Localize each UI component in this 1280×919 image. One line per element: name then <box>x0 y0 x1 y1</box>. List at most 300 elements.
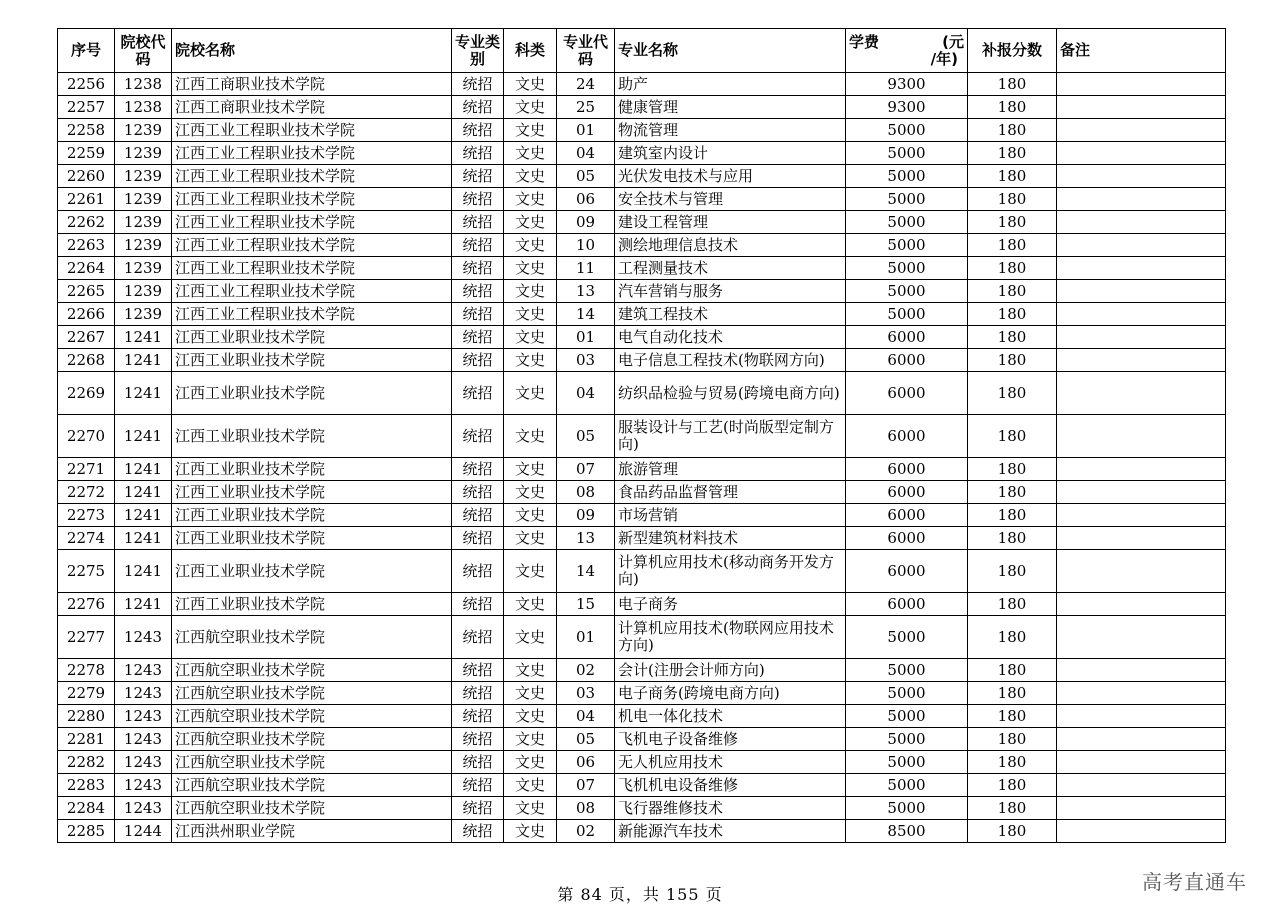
cell-major-code: 05 <box>557 165 615 188</box>
cell-score: 180 <box>968 234 1057 257</box>
cell-remark <box>1057 372 1226 415</box>
cell-major-type: 统招 <box>452 593 504 616</box>
cell-major-type: 统招 <box>452 728 504 751</box>
cell-major-name: 机电一体化技术 <box>615 705 846 728</box>
cell-fee: 5000 <box>846 165 968 188</box>
cell-major-code: 06 <box>557 751 615 774</box>
cell-seq: 2271 <box>58 458 115 481</box>
cell-major-type: 统招 <box>452 165 504 188</box>
cell-major-code: 05 <box>557 728 615 751</box>
cell-fee: 6000 <box>846 326 968 349</box>
cell-school-name: 江西工业工程职业技术学院 <box>172 257 452 280</box>
cell-major-name: 飞行器维修技术 <box>615 797 846 820</box>
cell-major-code: 08 <box>557 481 615 504</box>
cell-remark <box>1057 616 1226 659</box>
cell-seq: 2259 <box>58 142 115 165</box>
cell-fee: 6000 <box>846 527 968 550</box>
cell-major-name: 助产 <box>615 73 846 96</box>
cell-score: 180 <box>968 504 1057 527</box>
cell-subject: 文史 <box>504 211 557 234</box>
cell-remark <box>1057 458 1226 481</box>
table-row <box>58 142 1226 165</box>
cell-fee: 5000 <box>846 257 968 280</box>
cell-subject: 文史 <box>504 119 557 142</box>
table-row <box>58 303 1226 326</box>
cell-school-name: 江西航空职业技术学院 <box>172 797 452 820</box>
cell-fee: 5000 <box>846 280 968 303</box>
cell-school-name: 江西工业工程职业技术学院 <box>172 303 452 326</box>
cell-score: 180 <box>968 797 1057 820</box>
cell-score: 180 <box>968 751 1057 774</box>
cell-school-name: 江西工业职业技术学院 <box>172 326 452 349</box>
cell-major-type: 统招 <box>452 234 504 257</box>
cell-school-name: 江西航空职业技术学院 <box>172 616 452 659</box>
cell-fee: 5000 <box>846 774 968 797</box>
cell-subject: 文史 <box>504 728 557 751</box>
cell-major-type: 统招 <box>452 415 504 458</box>
cell-remark <box>1057 73 1226 96</box>
cell-school-code: 1239 <box>115 188 172 211</box>
cell-seq: 2270 <box>58 415 115 458</box>
cell-seq: 2261 <box>58 188 115 211</box>
cell-major-code: 01 <box>557 119 615 142</box>
cell-major-code: 07 <box>557 458 615 481</box>
cell-school-name: 江西工商职业技术学院 <box>172 96 452 119</box>
cell-major-type: 统招 <box>452 481 504 504</box>
cell-remark <box>1057 550 1226 593</box>
cell-major-type: 统招 <box>452 797 504 820</box>
cell-subject: 文史 <box>504 165 557 188</box>
cell-school-code: 1238 <box>115 96 172 119</box>
header-score: 补报分数 <box>968 29 1057 73</box>
cell-major-code: 09 <box>557 211 615 234</box>
cell-major-name: 物流管理 <box>615 119 846 142</box>
cell-subject: 文史 <box>504 73 557 96</box>
cell-seq: 2272 <box>58 481 115 504</box>
cell-major-code: 09 <box>557 504 615 527</box>
cell-score: 180 <box>968 372 1057 415</box>
cell-remark <box>1057 211 1226 234</box>
cell-school-code: 1243 <box>115 797 172 820</box>
cell-subject: 文史 <box>504 659 557 682</box>
cell-subject: 文史 <box>504 458 557 481</box>
cell-major-name: 计算机应用技术(物联网应用技术方向) <box>615 616 846 659</box>
cell-major-type: 统招 <box>452 504 504 527</box>
header-major-name: 专业名称 <box>615 29 846 73</box>
cell-major-name: 电子商务(跨境电商方向) <box>615 682 846 705</box>
cell-major-type: 统招 <box>452 659 504 682</box>
cell-fee: 8500 <box>846 820 968 843</box>
cell-score: 180 <box>968 188 1057 211</box>
table-row <box>58 96 1226 119</box>
cell-major-code: 01 <box>557 326 615 349</box>
cell-major-code: 10 <box>557 234 615 257</box>
table-row <box>58 326 1226 349</box>
cell-score: 180 <box>968 280 1057 303</box>
cell-school-code: 1239 <box>115 257 172 280</box>
cell-school-code: 1239 <box>115 211 172 234</box>
table-row <box>58 797 1226 820</box>
cell-fee: 6000 <box>846 372 968 415</box>
cell-fee: 5000 <box>846 616 968 659</box>
cell-school-code: 1239 <box>115 119 172 142</box>
table-row <box>58 682 1226 705</box>
cell-fee: 9300 <box>846 96 968 119</box>
cell-remark <box>1057 165 1226 188</box>
cell-remark <box>1057 593 1226 616</box>
cell-major-code: 25 <box>557 96 615 119</box>
cell-major-code: 03 <box>557 349 615 372</box>
cell-major-name: 电子信息工程技术(物联网方向) <box>615 349 846 372</box>
cell-score: 180 <box>968 659 1057 682</box>
cell-major-name: 无人机应用技术 <box>615 751 846 774</box>
table-row <box>58 751 1226 774</box>
cell-subject: 文史 <box>504 593 557 616</box>
cell-major-code: 02 <box>557 659 615 682</box>
cell-score: 180 <box>968 593 1057 616</box>
cell-subject: 文史 <box>504 188 557 211</box>
cell-remark <box>1057 774 1226 797</box>
table-row <box>58 504 1226 527</box>
page-number: 第 84 页，共 155 页 <box>557 885 723 904</box>
table-row <box>58 527 1226 550</box>
cell-major-code: 02 <box>557 820 615 843</box>
cell-school-code: 1243 <box>115 774 172 797</box>
cell-school-code: 1243 <box>115 751 172 774</box>
cell-major-name: 飞机电子设备维修 <box>615 728 846 751</box>
cell-major-code: 01 <box>557 616 615 659</box>
cell-fee: 5000 <box>846 797 968 820</box>
cell-fee: 6000 <box>846 550 968 593</box>
cell-score: 180 <box>968 682 1057 705</box>
cell-major-name: 测绘地理信息技术 <box>615 234 846 257</box>
cell-remark <box>1057 728 1226 751</box>
header-seq: 序号 <box>58 29 115 73</box>
cell-seq: 2274 <box>58 527 115 550</box>
cell-fee: 6000 <box>846 593 968 616</box>
cell-major-code: 04 <box>557 142 615 165</box>
cell-score: 180 <box>968 326 1057 349</box>
cell-school-code: 1241 <box>115 504 172 527</box>
cell-school-code: 1243 <box>115 659 172 682</box>
cell-seq: 2283 <box>58 774 115 797</box>
cell-subject: 文史 <box>504 797 557 820</box>
cell-subject: 文史 <box>504 326 557 349</box>
cell-subject: 文史 <box>504 550 557 593</box>
cell-school-code: 1241 <box>115 326 172 349</box>
cell-fee: 5000 <box>846 142 968 165</box>
cell-major-type: 统招 <box>452 372 504 415</box>
header-major-type: 专业类别 <box>452 29 504 73</box>
cell-school-name: 江西工业工程职业技术学院 <box>172 142 452 165</box>
cell-major-name: 服装设计与工艺(时尚版型定制方向) <box>615 415 846 458</box>
cell-score: 180 <box>968 550 1057 593</box>
cell-fee: 5000 <box>846 659 968 682</box>
cell-school-name: 江西工业职业技术学院 <box>172 504 452 527</box>
cell-subject: 文史 <box>504 504 557 527</box>
cell-seq: 2263 <box>58 234 115 257</box>
header-row <box>58 29 1226 73</box>
cell-school-name: 江西航空职业技术学院 <box>172 751 452 774</box>
cell-subject: 文史 <box>504 774 557 797</box>
header-school-name: 院校名称 <box>172 29 452 73</box>
cell-school-code: 1239 <box>115 234 172 257</box>
cell-major-type: 统招 <box>452 774 504 797</box>
cell-score: 180 <box>968 142 1057 165</box>
cell-major-type: 统招 <box>452 96 504 119</box>
cell-major-code: 07 <box>557 774 615 797</box>
table-row <box>58 616 1226 659</box>
cell-major-code: 03 <box>557 682 615 705</box>
cell-remark <box>1057 188 1226 211</box>
cell-major-type: 统招 <box>452 349 504 372</box>
cell-remark <box>1057 705 1226 728</box>
cell-seq: 2264 <box>58 257 115 280</box>
cell-school-code: 1238 <box>115 73 172 96</box>
cell-major-type: 统招 <box>452 705 504 728</box>
cell-major-code: 13 <box>557 527 615 550</box>
cell-school-name: 江西工业工程职业技术学院 <box>172 280 452 303</box>
cell-school-code: 1241 <box>115 458 172 481</box>
cell-seq: 2277 <box>58 616 115 659</box>
admission-table <box>57 28 1226 843</box>
header-remark: 备注 <box>1057 29 1226 73</box>
cell-score: 180 <box>968 165 1057 188</box>
cell-subject: 文史 <box>504 349 557 372</box>
cell-subject: 文史 <box>504 303 557 326</box>
header-fee-label: 学费 <box>849 32 880 51</box>
cell-remark <box>1057 415 1226 458</box>
cell-seq: 2269 <box>58 372 115 415</box>
cell-score: 180 <box>968 705 1057 728</box>
cell-school-name: 江西工业工程职业技术学院 <box>172 188 452 211</box>
cell-school-name: 江西工业职业技术学院 <box>172 458 452 481</box>
table-row <box>58 820 1226 843</box>
cell-school-code: 1243 <box>115 705 172 728</box>
cell-remark <box>1057 682 1226 705</box>
cell-fee: 6000 <box>846 504 968 527</box>
cell-major-type: 统招 <box>452 326 504 349</box>
cell-subject: 文史 <box>504 820 557 843</box>
cell-seq: 2280 <box>58 705 115 728</box>
cell-major-type: 统招 <box>452 303 504 326</box>
cell-major-name: 新型建筑材料技术 <box>615 527 846 550</box>
cell-seq: 2262 <box>58 211 115 234</box>
cell-subject: 文史 <box>504 142 557 165</box>
cell-remark <box>1057 119 1226 142</box>
cell-fee: 5000 <box>846 728 968 751</box>
table-row <box>58 372 1226 415</box>
cell-remark <box>1057 481 1226 504</box>
cell-school-name: 江西航空职业技术学院 <box>172 728 452 751</box>
cell-seq: 2265 <box>58 280 115 303</box>
cell-major-name: 建筑工程技术 <box>615 303 846 326</box>
cell-school-name: 江西工商职业技术学院 <box>172 73 452 96</box>
cell-remark <box>1057 751 1226 774</box>
cell-subject: 文史 <box>504 527 557 550</box>
cell-seq: 2281 <box>58 728 115 751</box>
cell-remark <box>1057 303 1226 326</box>
cell-seq: 2275 <box>58 550 115 593</box>
cell-school-code: 1241 <box>115 481 172 504</box>
cell-major-type: 统招 <box>452 527 504 550</box>
table-row <box>58 280 1226 303</box>
header-fee <box>846 29 968 73</box>
cell-major-name: 健康管理 <box>615 96 846 119</box>
cell-seq: 2266 <box>58 303 115 326</box>
cell-major-name: 新能源汽车技术 <box>615 820 846 843</box>
cell-score: 180 <box>968 303 1057 326</box>
cell-school-name: 江西航空职业技术学院 <box>172 774 452 797</box>
cell-seq: 2284 <box>58 797 115 820</box>
cell-major-name: 安全技术与管理 <box>615 188 846 211</box>
table-row <box>58 257 1226 280</box>
cell-major-type: 统招 <box>452 188 504 211</box>
cell-major-code: 08 <box>557 797 615 820</box>
cell-fee: 6000 <box>846 415 968 458</box>
cell-fee: 5000 <box>846 211 968 234</box>
cell-school-code: 1243 <box>115 682 172 705</box>
cell-score: 180 <box>968 349 1057 372</box>
cell-fee: 6000 <box>846 481 968 504</box>
header-subject: 科类 <box>504 29 557 73</box>
cell-school-code: 1239 <box>115 280 172 303</box>
cell-school-name: 江西航空职业技术学院 <box>172 705 452 728</box>
cell-subject: 文史 <box>504 751 557 774</box>
cell-school-code: 1241 <box>115 349 172 372</box>
watermark: 高考直通车 <box>1142 870 1247 894</box>
cell-score: 180 <box>968 211 1057 234</box>
cell-school-name: 江西工业职业技术学院 <box>172 527 452 550</box>
cell-school-code: 1241 <box>115 593 172 616</box>
cell-subject: 文史 <box>504 234 557 257</box>
cell-score: 180 <box>968 96 1057 119</box>
cell-major-name: 汽车营销与服务 <box>615 280 846 303</box>
cell-seq: 2282 <box>58 751 115 774</box>
cell-remark <box>1057 797 1226 820</box>
cell-school-name: 江西工业职业技术学院 <box>172 481 452 504</box>
cell-score: 180 <box>968 820 1057 843</box>
cell-major-type: 统招 <box>452 119 504 142</box>
cell-major-code: 04 <box>557 372 615 415</box>
cell-major-name: 市场营销 <box>615 504 846 527</box>
cell-fee: 5000 <box>846 119 968 142</box>
cell-school-name: 江西航空职业技术学院 <box>172 659 452 682</box>
table-row <box>58 119 1226 142</box>
header-fee-unit: (元 <box>942 32 964 51</box>
cell-school-code: 1244 <box>115 820 172 843</box>
cell-major-code: 06 <box>557 188 615 211</box>
cell-school-code: 1241 <box>115 372 172 415</box>
cell-fee: 9300 <box>846 73 968 96</box>
cell-major-type: 统招 <box>452 280 504 303</box>
cell-seq: 2256 <box>58 73 115 96</box>
cell-fee: 6000 <box>846 349 968 372</box>
cell-seq: 2285 <box>58 820 115 843</box>
cell-subject: 文史 <box>504 481 557 504</box>
cell-school-name: 江西洪州职业学院 <box>172 820 452 843</box>
cell-remark <box>1057 96 1226 119</box>
cell-major-code: 14 <box>557 550 615 593</box>
cell-school-code: 1243 <box>115 616 172 659</box>
cell-fee: 6000 <box>846 458 968 481</box>
cell-remark <box>1057 234 1226 257</box>
cell-school-code: 1241 <box>115 415 172 458</box>
table-row <box>58 165 1226 188</box>
cell-score: 180 <box>968 458 1057 481</box>
cell-major-name: 纺织品检验与贸易(跨境电商方向) <box>615 372 846 415</box>
table-row <box>58 73 1226 96</box>
cell-major-type: 统招 <box>452 550 504 593</box>
cell-major-name: 建筑室内设计 <box>615 142 846 165</box>
cell-fee: 5000 <box>846 234 968 257</box>
cell-fee: 5000 <box>846 303 968 326</box>
cell-subject: 文史 <box>504 616 557 659</box>
cell-remark <box>1057 257 1226 280</box>
cell-score: 180 <box>968 73 1057 96</box>
cell-score: 180 <box>968 616 1057 659</box>
cell-school-name: 江西工业职业技术学院 <box>172 593 452 616</box>
header-fee-per-year: /年) <box>930 49 958 68</box>
cell-major-type: 统招 <box>452 682 504 705</box>
cell-major-code: 13 <box>557 280 615 303</box>
cell-major-name: 建设工程管理 <box>615 211 846 234</box>
cell-remark <box>1057 280 1226 303</box>
header-school-code: 院校代码 <box>115 29 172 73</box>
cell-major-type: 统招 <box>452 73 504 96</box>
table-row <box>58 458 1226 481</box>
cell-subject: 文史 <box>504 257 557 280</box>
cell-major-name: 会计(注册会计师方向) <box>615 659 846 682</box>
cell-seq: 2257 <box>58 96 115 119</box>
table-row <box>58 349 1226 372</box>
table-row <box>58 728 1226 751</box>
table-row <box>58 481 1226 504</box>
cell-major-type: 统招 <box>452 820 504 843</box>
cell-score: 180 <box>968 257 1057 280</box>
cell-school-name: 江西工业工程职业技术学院 <box>172 234 452 257</box>
table-row <box>58 211 1226 234</box>
cell-major-type: 统招 <box>452 211 504 234</box>
cell-major-type: 统招 <box>452 257 504 280</box>
cell-subject: 文史 <box>504 372 557 415</box>
cell-school-name: 江西工业工程职业技术学院 <box>172 211 452 234</box>
cell-major-type: 统招 <box>452 142 504 165</box>
cell-score: 180 <box>968 728 1057 751</box>
cell-seq: 2258 <box>58 119 115 142</box>
cell-major-name: 工程测量技术 <box>615 257 846 280</box>
cell-seq: 2260 <box>58 165 115 188</box>
cell-school-code: 1243 <box>115 728 172 751</box>
cell-school-name: 江西工业职业技术学院 <box>172 550 452 593</box>
cell-major-name: 光伏发电技术与应用 <box>615 165 846 188</box>
cell-major-name: 计算机应用技术(移动商务开发方向) <box>615 550 846 593</box>
cell-major-type: 统招 <box>452 751 504 774</box>
cell-school-name: 江西工业工程职业技术学院 <box>172 119 452 142</box>
cell-school-name: 江西工业职业技术学院 <box>172 349 452 372</box>
table-row <box>58 234 1226 257</box>
cell-major-name: 电子商务 <box>615 593 846 616</box>
cell-score: 180 <box>968 481 1057 504</box>
cell-school-code: 1241 <box>115 527 172 550</box>
table-row <box>58 188 1226 211</box>
cell-subject: 文史 <box>504 682 557 705</box>
cell-remark <box>1057 659 1226 682</box>
cell-seq: 2268 <box>58 349 115 372</box>
cell-major-name: 旅游管理 <box>615 458 846 481</box>
table-row <box>58 774 1226 797</box>
table-row <box>58 550 1226 593</box>
